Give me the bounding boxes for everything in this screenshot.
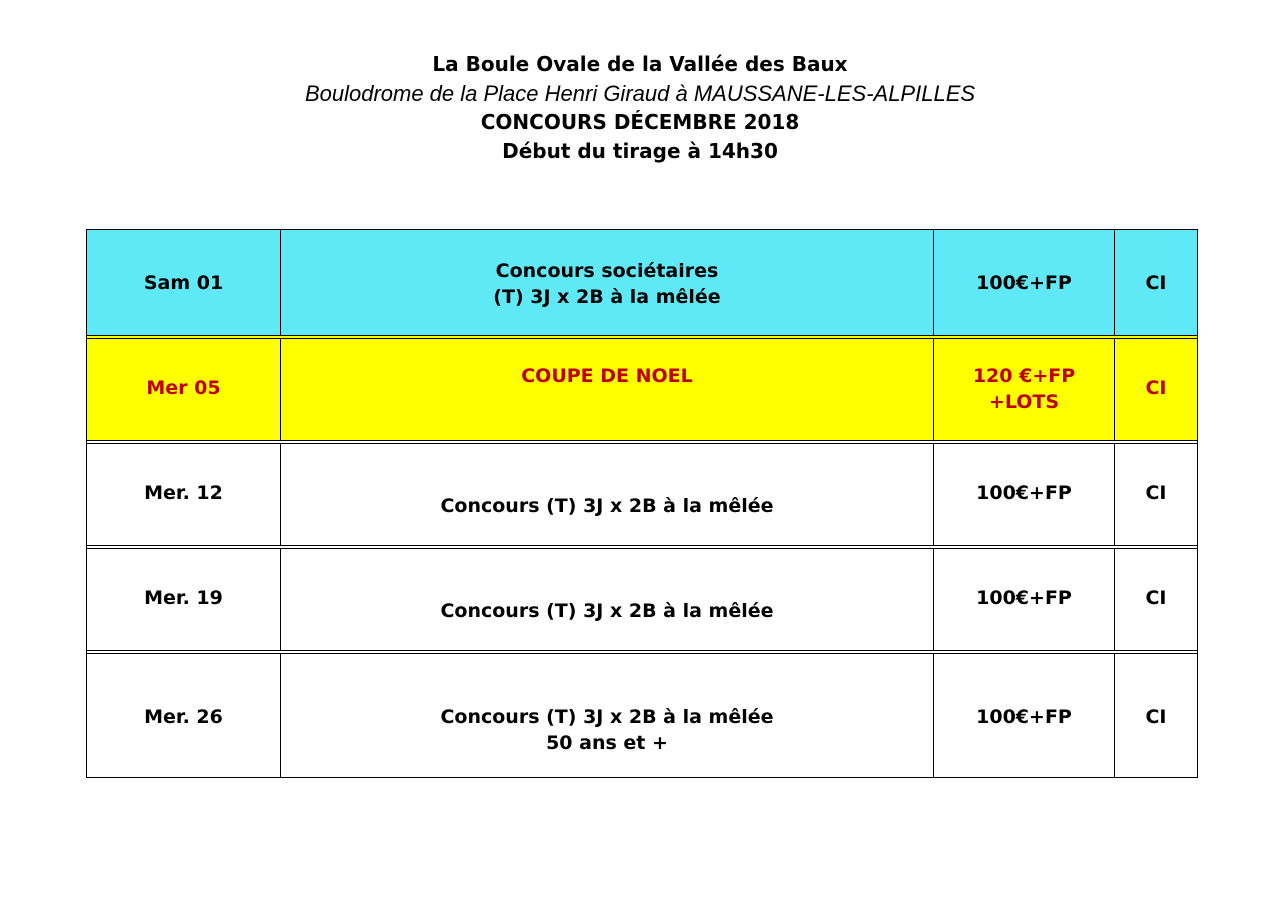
date-text: Mer. 26 — [144, 706, 223, 728]
schedule-table — [86, 229, 1198, 778]
category-text: CI — [1145, 587, 1167, 609]
prize-text: 100€+FP — [976, 272, 1072, 294]
page-title: CONCOURS DÉCEMBRE 2018 — [480, 110, 800, 134]
prize-line-1: 120 €+FP — [972, 365, 1076, 387]
event-cell — [280, 444, 933, 545]
category-text: CI — [1145, 706, 1167, 728]
date-text: Sam 01 — [143, 272, 224, 294]
start-time: Début du tirage à 14h30 — [502, 139, 778, 163]
date-cell — [87, 444, 280, 545]
date-cell — [87, 230, 280, 335]
page-header — [0, 50, 1280, 166]
prize-text: 100€+FP — [976, 587, 1072, 609]
event-cell — [280, 549, 933, 650]
category-cell — [1114, 444, 1197, 545]
event-line-1: Concours (T) 3J x 2B à la mêlée — [440, 706, 774, 728]
prize-text: 100€+FP — [976, 482, 1072, 504]
category-cell — [1114, 339, 1197, 440]
prize-text: 100€+FP — [976, 706, 1072, 728]
category-cell — [1114, 230, 1197, 335]
table-row — [87, 335, 1197, 440]
event-line-1: Concours (T) 3J x 2B à la mêlée — [440, 495, 774, 517]
prize-cell — [933, 444, 1114, 545]
category-cell — [1114, 549, 1197, 650]
date-cell — [87, 549, 280, 650]
event-line-2: (T) 3J x 2B à la mêlée — [493, 286, 721, 308]
date-text: Mer. 12 — [144, 482, 223, 504]
date-cell — [87, 654, 280, 777]
table-row — [87, 230, 1197, 335]
prize-cell — [933, 654, 1114, 777]
event-line-1: Concours sociétaires — [495, 260, 719, 282]
category-text: CI — [1145, 377, 1167, 399]
table-row — [87, 440, 1197, 545]
date-text: Mer. 19 — [144, 587, 223, 609]
event-line-1: COUPE DE NOEL — [521, 365, 693, 387]
prize-cell — [933, 339, 1114, 440]
event-cell — [280, 230, 933, 335]
category-cell — [1114, 654, 1197, 777]
prize-cell — [933, 549, 1114, 650]
table-row — [87, 650, 1197, 777]
prize-cell — [933, 230, 1114, 335]
table-row — [87, 545, 1197, 650]
venue-line: Boulodrome de la Place Henri Giraud à MAUSSANE-LES-ALPILLES — [304, 81, 976, 106]
club-name: La Boule Ovale de la Vallée des Baux — [432, 52, 848, 76]
event-cell — [280, 654, 933, 777]
event-line-2: 50 ans et + — [546, 732, 668, 754]
event-cell — [280, 339, 933, 440]
date-text: Mer 05 — [146, 377, 221, 399]
category-text: CI — [1145, 482, 1167, 504]
category-text: CI — [1145, 272, 1167, 294]
event-line-1: Concours (T) 3J x 2B à la mêlée — [440, 600, 774, 622]
date-cell — [87, 339, 280, 440]
prize-line-2: +LOTS — [988, 391, 1060, 413]
